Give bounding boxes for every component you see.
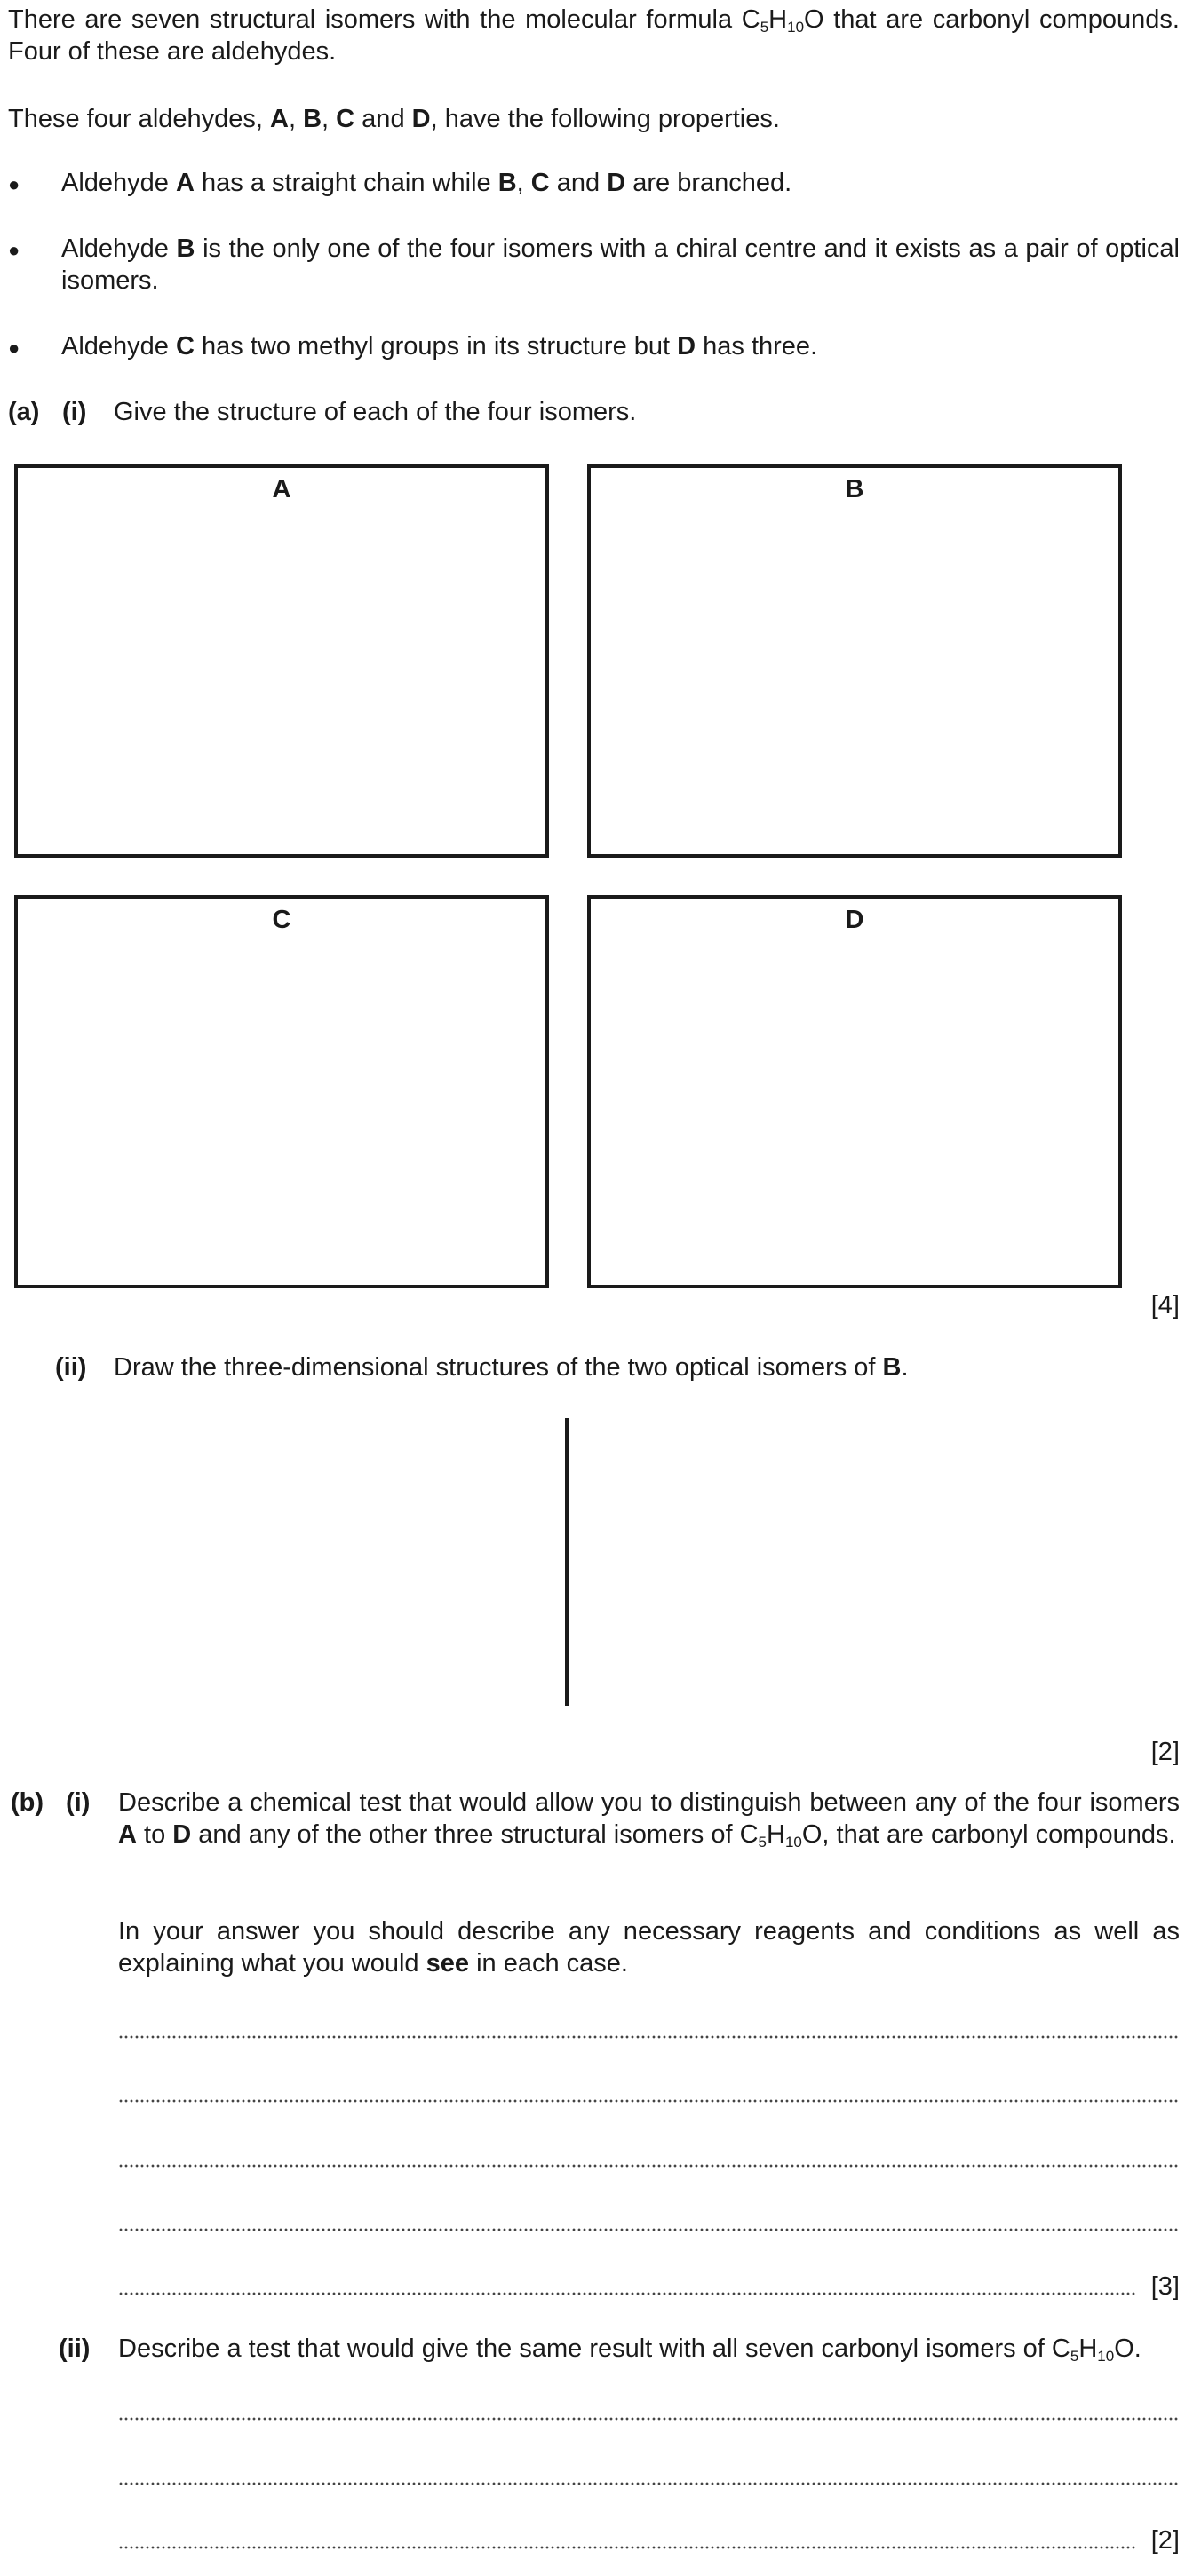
answer-line[interactable] [118,2546,1135,2549]
marks-a-ii: [2] [1150,1738,1180,1766]
question-label-b-i: (i) [66,1788,91,1817]
answer-box-a[interactable] [14,464,549,858]
answer-box-d[interactable] [587,895,1122,1288]
answer-line[interactable] [118,2292,1135,2295]
answer-line[interactable] [118,2228,1180,2231]
answer-box-b[interactable] [587,464,1122,858]
answer-line[interactable] [118,2164,1180,2168]
box-label-b: B [845,475,864,503]
box-label-c: C [272,906,291,934]
answer-box-c[interactable] [14,895,549,1288]
bullet-icon: ● [8,173,20,195]
answer-line[interactable] [118,2035,1180,2039]
question-label-b: (b) [11,1788,44,1817]
mirror-line [565,1418,569,1706]
marks-b-ii: [2] [1150,2526,1180,2555]
answer-line[interactable] [118,2417,1180,2421]
question-a-i-text: Give the structure of each of the four isomers. [114,398,637,426]
answer-line[interactable] [118,2482,1180,2485]
bullet-item-3: Aldehyde C has two methyl groups in its structure but D has three. [61,332,818,361]
question-label-a: (a) [8,398,40,426]
intro-paragraph: There are seven structural isomers with the molecular formula $C_5H_{10}O$ that are carbonyl compounds. Four of these are aldehydes. [8,5,1180,66]
bullet-icon: ● [8,239,20,261]
question-b-i-text: Describe a chemical test that would allow you to distinguish between any of the four isomers A to D and any of the other three structural isomers of $C_5H_{10}O$, that are carbonyl compounds. [118,1788,1180,1851]
bullet-icon: ● [8,337,20,359]
question-b-ii-text: Describe a test that would give the same result with all seven carbonyl isomers of $C_5H_{10}O$. [118,2334,1141,2365]
bullet-item-2: Aldehyde B is the only one of the four isomers with a chiral centre and it exists as a pair of optical isomers. [61,234,1180,295]
question-b-i-instructions: In your answer you should describe any necessary reagents and conditions as well as explaining what you would see in each case. [118,1917,1180,1978]
box-label-a: A [272,475,291,503]
box-label-d: D [845,906,864,934]
bullet-item-1: Aldehyde A has a straight chain while B, C and D are branched. [61,169,792,197]
question-label-b-ii: (ii) [59,2334,91,2363]
marks-a-i: [4] [1150,1291,1180,1320]
question-a-ii-text: Draw the three-dimensional structures of the two optical isomers of B. [114,1353,909,1382]
question-label-a-ii: (ii) [55,1353,87,1382]
intro-properties-line: These four aldehydes, A, B, C and D, have the following properties. [8,105,780,133]
marks-b-i: [3] [1150,2272,1180,2301]
question-label-a-i: (i) [62,398,87,426]
answer-line[interactable] [118,2099,1180,2103]
